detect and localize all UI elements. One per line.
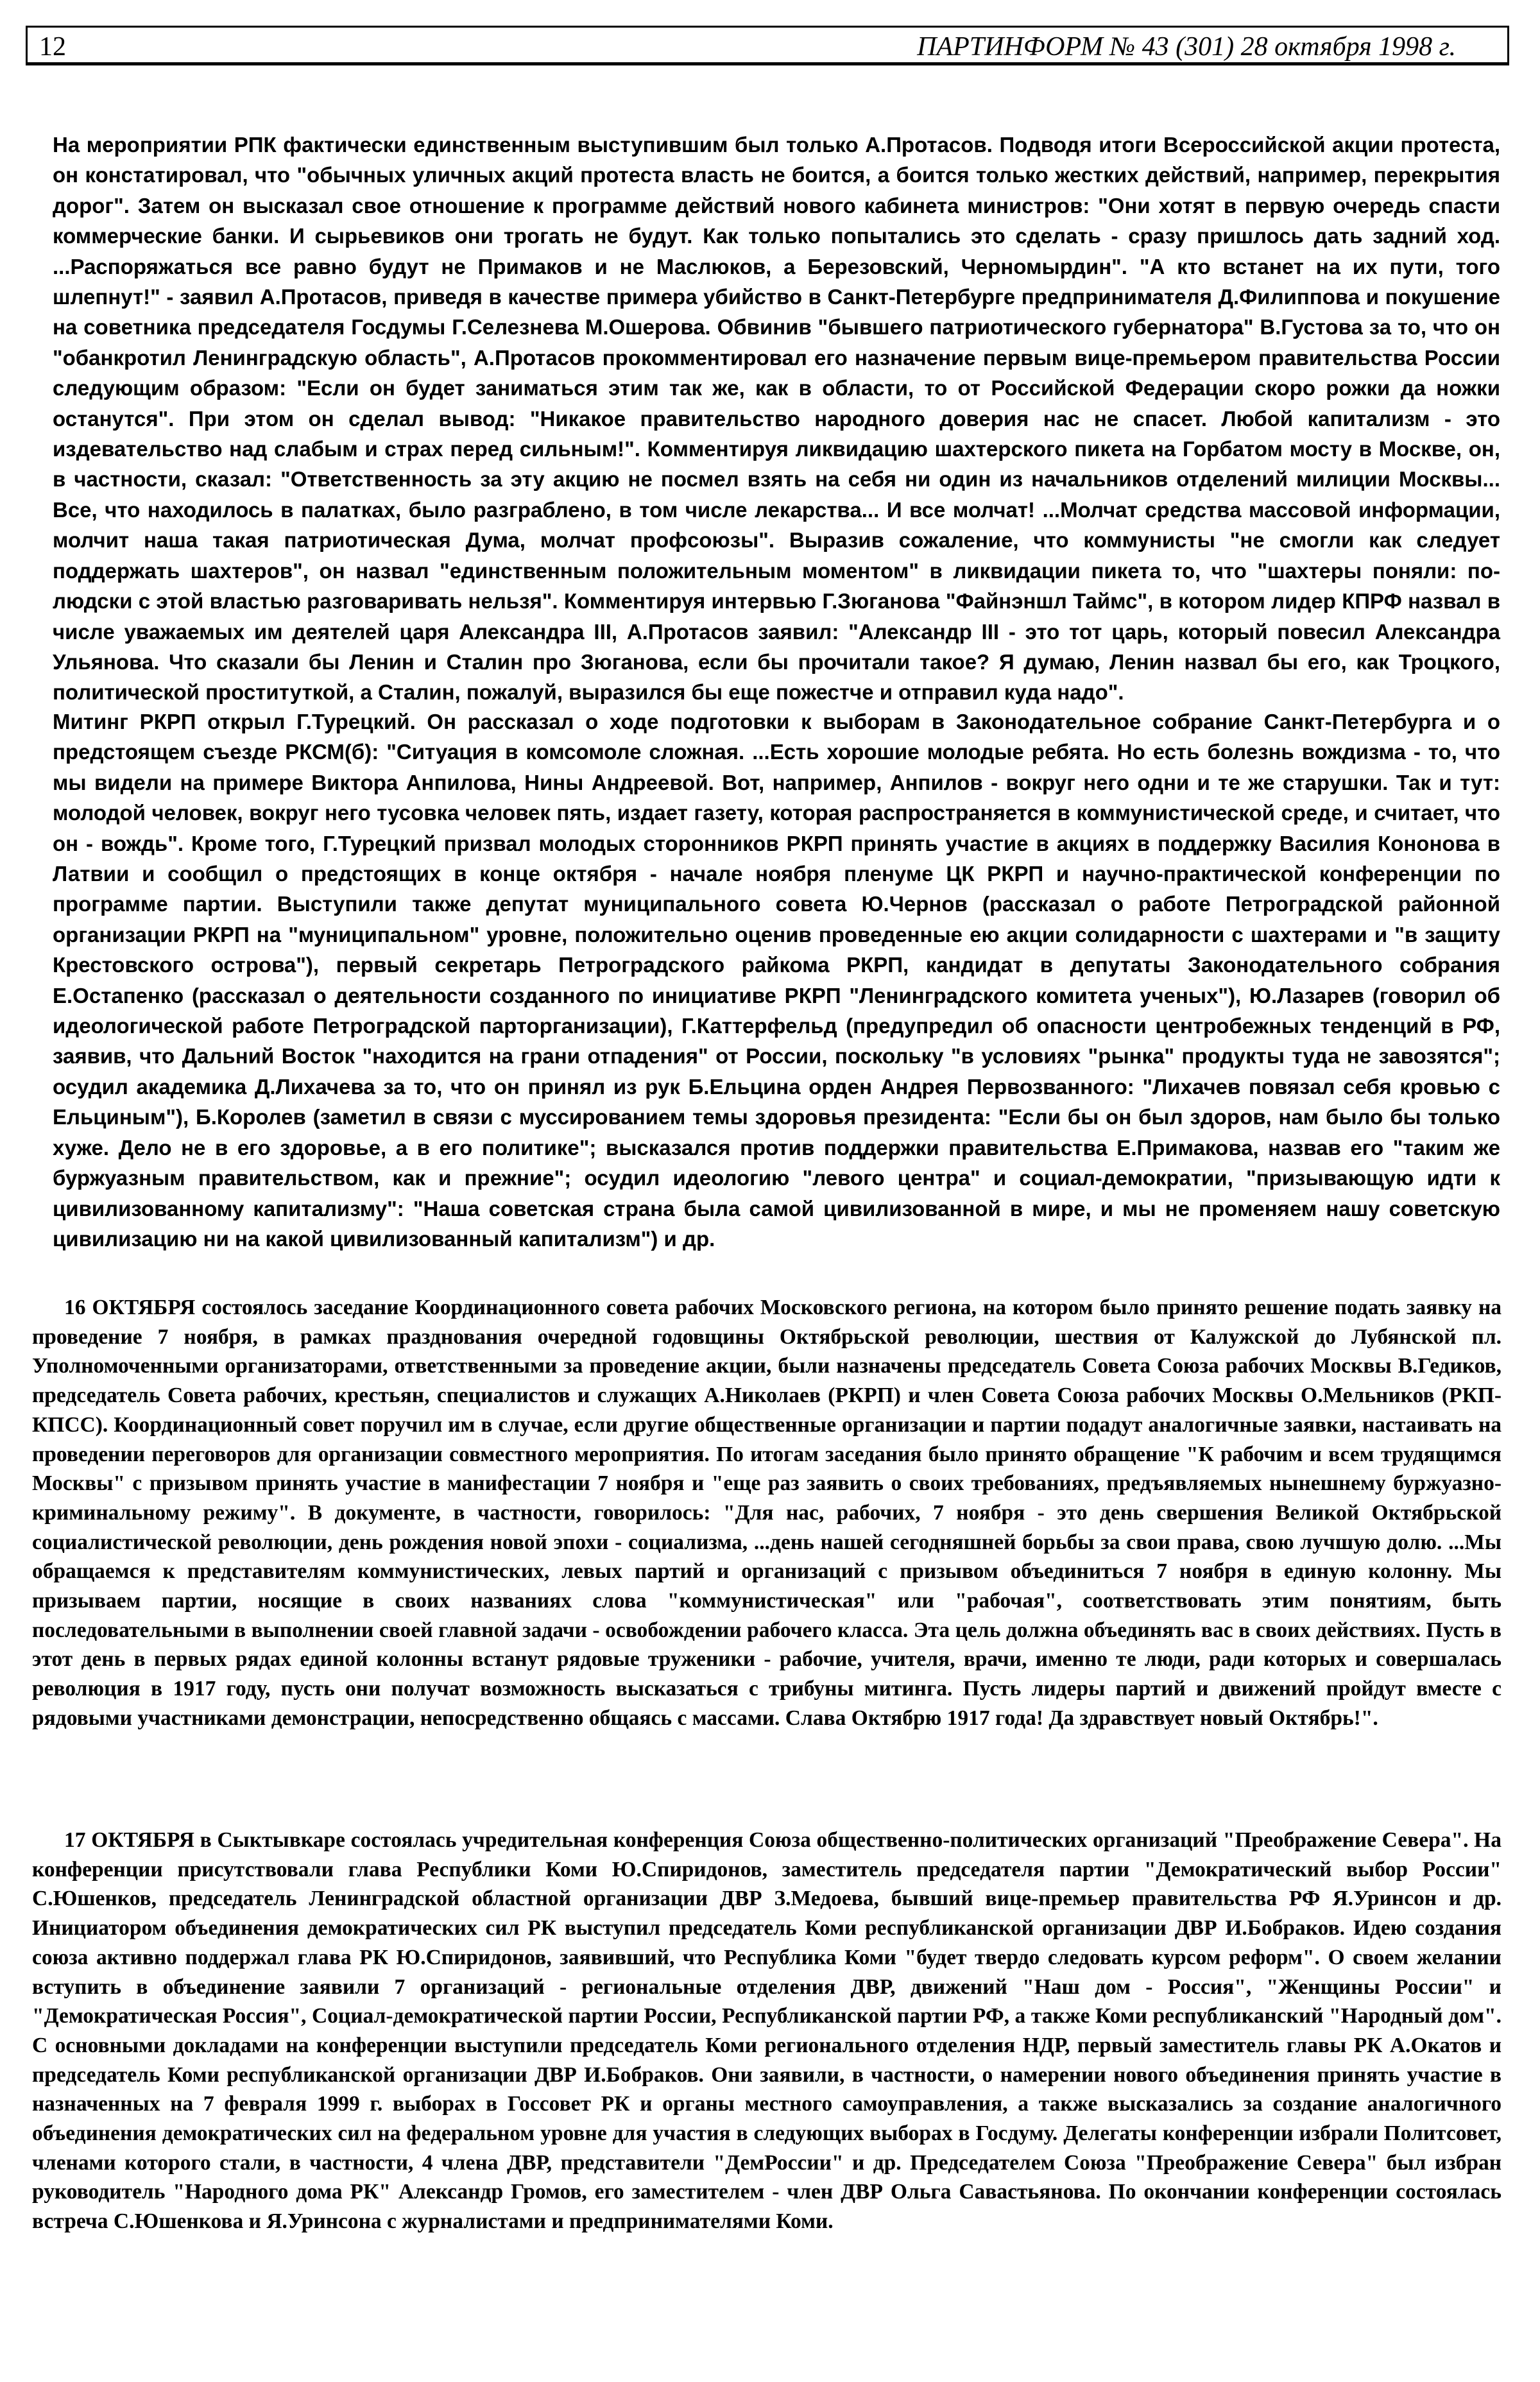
paragraph-rkrp-meeting: Митинг РКРП открыл Г.Турецкий. Он рассказал о ходе подготовки к выборам в Законодательное собрание Санкт-Петербурга и о предстоящем съезде РКСМ(б): "Ситуация в комсомоле сложная. ...Есть хорошие молодые ребята. Но есть болезнь вождизма - то, что мы видели на примере Виктора Анпилова, Нины Андреевой. Вот, например, Анпилов - вокруг него одни и те же старушки. Так и тут: молодой человек, вокруг него тусовка человек пять, издает газету, которая распространяется в коммунистической среде, и считает, что он - вождь". Кроме того, Г.Турецкий призвал молодых сторонников РКРП принять участие в акциях в поддержку Василия Кононова в Латвии и сообщил о предстоящих в конце октября - начале ноября пленуме ЦК РКРП и научно-практической конференции по программе партии. Выступили также депутат муниципального совета Ю.Чернов (рассказал о работе Петроградской районной организации РКРП на "муниципальном" уровне, положительно оценив проведенные ею акции солидарности с шахтерами и "в защиту Крестовского острова"), первый секретарь Петроградского райкома РКРП, кандидат в депутаты Законодательного собрания Е.Остапенко (рассказал о деятельности созданного по инициативе РКРП "Ленинградского комитета ученых"), Ю.Лазарев (говорил об идеологической работе Петроградской парторганизации), Г.Каттерфельд (предупредил об опасности центробежных тенденций в РФ, заявив, что Дальний Восток "находится на грани отпадения" от России, поскольку "в условиях "рынка" продукты туда не завозятся"; осудил академика Д.Лихачева за то, что он принял из рук Б.Ельцина орден Андрея Первозванного: "Лихачев повязал себя кровью с Ельциным"), Б.Королев (заметил в связи с муссированием темы здоровья президента: "Если бы он был здоров, нам было бы только хуже. Дело не в его здоровье, а в его политике"; высказался против поддержки правительства Е.Примакова, назвав его "таким же буржуазным правительством, как и прежние"; осудил идеологию "левого центра" и социал-демократии, "призывающую идти к цивилизованному капитализму": "Наша советская страна была самой цивилизованной в мире, и мы не променяем нашу советскую цивилизацию ни на какой цивилизованный капитализм") и др.: [53, 710, 1500, 1251]
page-header: [26, 26, 1509, 65]
page-number: 12: [39, 32, 66, 62]
paragraph-october-16: 16 ОКТЯБРЯ состоялось заседание Координационного совета рабочих Московского региона, на котором было принято решение подать заявку на проведение 7 ноября, в рамках празднования очередной годовщины Октябрьской революции, шествия от Калужской до Лубянской пл. Уполномоченными организаторами, ответственными за проведение акции, были назначены председатель Совета Союза рабочих Москвы В.Гедиков, председатель Совета рабочих, крестьян, специалистов и служащих А.Николаев (РКРП) и член Совета Союза рабочих Москвы О.Мельников (РКП-КПСС). Координационный совет поручил им в случае, если другие общественные организации и партии подадут аналогичные заявки, настаивать на проведении переговоров для организации совместного мероприятия. По итогам заседания было принято обращение "К рабочим и всем трудящимся Москвы" с призывом принять участие в манифестации 7 ноября и "еще раз заявить о своих требованиях, предъявляемых нынешнему буржуазно-криминальному режиму". В документе, в частности, говорилось: "Для нас, рабочих, 7 ноября - это день свершения Великой Октябрьской социалистической революции, день рождения новой эпохи - социализма, ...день нашей сегодняшней борьбы за свои права, свою лучшую долю. ...Мы обращаемся к представителям коммунистических, левых партий и организаций с призывом объединиться 7 ноября в единую колонну. Мы призываем партии, носящие в своих названиях слова "коммунистическая" или "рабочая", соответствовать этим понятиям, быть последовательными в выполнении своей главной задачи - освобождении рабочего класса. Эта цель должна объединять вас в своих действиях. Пусть в этот день в первых рядах единой колонны встанут рядовые труженики - рабочие, учителя, врачи, именно те люди, ради которых и совершалась революция в 1917 году, пусть они получат возможность высказаться с трибуны митинга. Пусть лидеры партий и движений пройдут вместе с рядовыми участниками демонстрации, непосредственно общаясь с массами. Слава Октябрю 1917 года! Да здравствует новый Октябрь!".: [32, 1296, 1502, 1730]
paragraph-rpk-protasov: На мероприятии РПК фактически единственным выступившим был только А.Протасов. Подводя итоги Всероссийской акции протеста, он констатировал, что "обычных уличных акций протеста власть не боится, а боится только жестких действий, например, перекрытия дорог". Затем он высказал свое отношение к программе действий нового кабинета министров: "Они хотят в первую очередь спасти коммерческие банки. И сырьевиков они трогать не будут. Как только попытались это сделать - сразу пришлось дать задний ход. ...Распоряжаться все равно будут не Примаков и не Маслюков, а Березовский, Черномырдин". "А кто встанет на их пути, того шлепнут!" - заявил А.Протасов, приведя в качестве примера убийство в Санкт-Петербурге предпринимателя Д.Филиппова и покушение на советника председателя Госдумы Г.Селезнева М.Ошерова. Обвинив "бывшего патриотического губернатора" В.Густова за то, что он "обанкротил Ленинградскую область", А.Протасов прокомментировал его назначение первым вице-премьером правительства России следующим образом: "Если он будет заниматься этим так же, как в области, то от Российской Федерации скоро рожки да ножки останутся". При этом он сделал вывод: "Никакое правительство народного доверия нас не спасет. Любой капитализм - это издевательство над слабым и страх перед сильным!". Комментируя ликвидацию шахтерского пикета на Горбатом мосту в Москве, он, в частности, сказал: "Ответственность за эту акцию не посмел взять на себя ни один из начальников отделений милиции Москвы... Все, что находилось в палатках, было разграблено, в том числе лекарства... И все молчат! ...Молчат средства массовой информации, молчит наша такая патриотическая Дума, молчат профсоюзы". Выразив сожаление, что коммунисты "не смогли как следует поддержать шахтеров", он назвал "единственным положительным моментом" в ликвидации пикета то, что "шахтеры поняли: по-людски с этой властью разговаривать нельзя". Комментируя интервью Г.Зюганова "Файнэншл Таймс", в котором лидер КПРФ назвал в числе уважаемых им деятелей царя Александра III, А.Протасов заявил: "Александр III - это тот царь, который повесил Александра Ульянова. Что сказали бы Ленин и Сталин про Зюганова, если бы прочитали такое? Я думаю, Ленин назвал бы его, как Троцкого, политической проституткой, а Сталин, пожалуй, выразился бы еще пожестче и отправил куда надо".: [53, 133, 1500, 705]
publication-title: ПАРТИНФОРМ № 43 (301) 28 октября 1998 г.: [917, 32, 1456, 62]
paragraph-october-17: 17 ОКТЯБРЯ в Сыктывкаре состоялась учредительная конференция Союза общественно-политических организаций "Преображение Севера". На конференции присутствовали глава Республики Коми Ю.Спиридонов, заместитель председателя партии "Демократический выбор России" С.Юшенков, председатель Ленинградской областной организации ДВР З.Медоева, бывший вице-премьер правительства РФ Я.Уринсон и др. Инициатором объединения демократических сил РК выступил председатель Коми республиканской организации ДВР И.Бобраков. Идею создания союза активно поддержал глава РК Ю.Спиридонов, заявивший, что Республика Коми "будет твердо следовать курсом реформ". О своем желании вступить в объединение заявили 7 организаций - региональные отделения ДВР, движений "Наш дом - Россия", "Женщины России" и "Демократическая Россия", Социал-демократической партии России, Республиканской партии РФ, а также Коми республиканский "Народный дом". С основными докладами на конференции выступили председатель Коми регионального отделения НДР, первый заместитель главы РК А.Окатов и председатель Коми республиканской организации ДВР И.Бобраков. Они заявили, в частности, о намерении нового объединения принять участие в назначенных на 7 февраля 1999 г. выборах в Госсовет РК и органы местного самоуправления, а также высказались за создание аналогичного объединения демократических сил на федеральном уровне для участия в следующих выборах в Госдуму. Делегаты конференции избрали Политсовет, членами которого стали, в частности, 4 члена ДВР, представители "ДемРоссии" и др. Председателем Союза "Преображение Севера" был избран руководитель "Народного дома РК" Александр Громов, его заместителем - член ДВР Ольга Савастьянова. По окончании конференции состоялась встреча С.Юшенкова и Я.Уринсона с журналистами и предпринимателями Коми.: [32, 1828, 1502, 2234]
